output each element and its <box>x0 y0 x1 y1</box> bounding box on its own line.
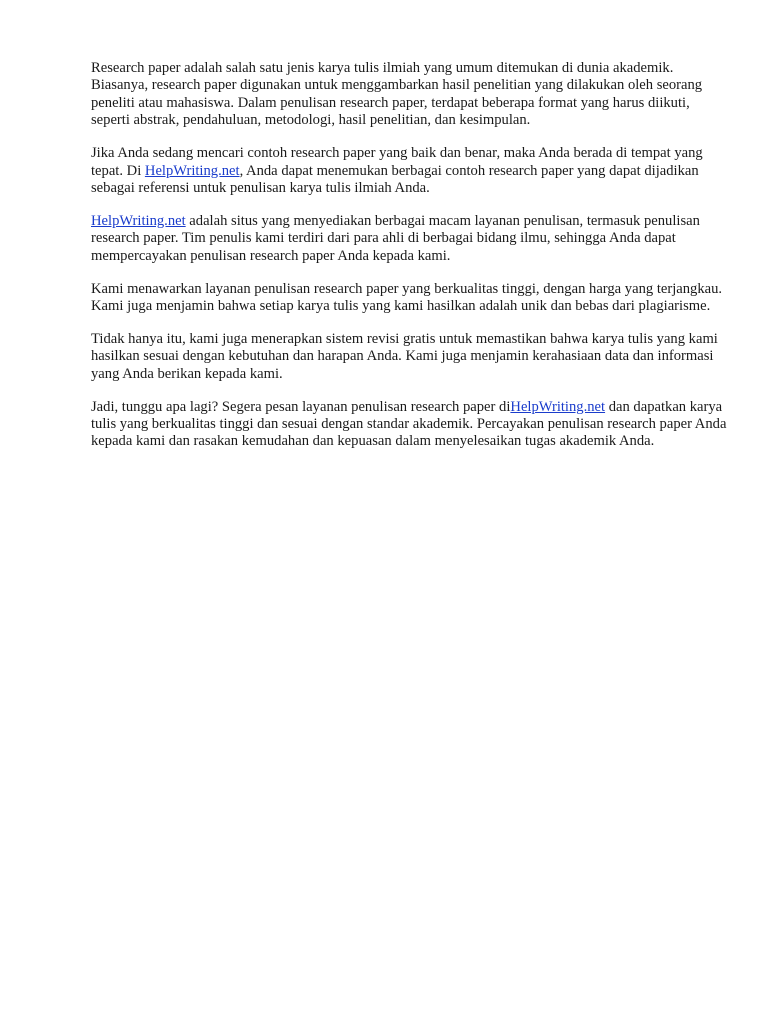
paragraph-5-text: Tidak hanya itu, kami juga menerapkan sistem revisi gratis untuk memastikan bahwa karya tulis yang kami hasilkan sesuai dengan kebutuhan dan harapan Anda. Kami juga menjamin kerahasiaan data dan informasi yang Anda berikan kepada kami. <box>91 330 718 382</box>
paragraph-6-text-after: dan dapatkan karya tulis yang berkualitas tinggi dan sesuai dengan standar akademik. Percayakan penulisan research paper Anda kepada kami dan rasakan kemudahan dan kepuasan dalam menyelesaikan tugas akademik Anda. <box>91 398 727 450</box>
paragraph-5 <box>91 331 731 383</box>
document-body <box>91 60 731 466</box>
paragraph-4 <box>91 281 731 316</box>
paragraph-1 <box>91 60 731 130</box>
helpwriting-link[interactable]: HelpWriting.net <box>91 212 186 229</box>
paragraph-2 <box>91 145 731 197</box>
helpwriting-link[interactable]: HelpWriting.net <box>144 162 240 179</box>
paragraph-1-text: Research paper adalah salah satu jenis karya tulis ilmiah yang umum ditemukan di dunia akademik. Biasanya, research paper digunakan untuk menggambarkan hasil penelitian yang dilakukan oleh seorang peneliti atau mahasiswa. Dalam penulisan research paper, terdapat beberapa format yang harus diikuti, seperti abstrak, pendahuluan, metodologi, hasil penelitian, dan kesimpulan. <box>91 60 703 129</box>
paragraph-2-text-after: , Anda dapat menemukan berbagai contoh research paper yang dapat dijadikan sebagai referensi untuk penulisan karya tulis ilmiah Anda. <box>91 162 699 196</box>
paragraph-3-text-after: adalah situs yang menyediakan berbagai macam layanan penulisan, termasuk penulisan research paper. Tim penulis kami terdiri dari para ahli di berbagai bidang ilmu, sehingga Anda dapat mempercayakan penulisan research paper Anda kepada kami. <box>91 212 700 264</box>
paragraph-6-text-before: Jadi, tunggu apa lagi? Segera pesan layanan penulisan research paper di <box>91 398 511 415</box>
paragraph-2-text-before: Jika Anda sedang mencari contoh research paper yang baik dan benar, maka Anda berada di tempat yang tepat. Di <box>91 145 703 179</box>
paragraph-3 <box>91 213 731 265</box>
helpwriting-link[interactable]: HelpWriting.net <box>510 398 606 415</box>
paragraph-4-text: Kami menawarkan layanan penulisan research paper yang berkualitas tinggi, dengan harga yang terjangkau. Kami juga menjamin bahwa setiap karya tulis yang kami hasilkan adalah unik dan bebas dari plagiarisme. <box>91 280 723 314</box>
paragraph-6 <box>91 399 731 451</box>
